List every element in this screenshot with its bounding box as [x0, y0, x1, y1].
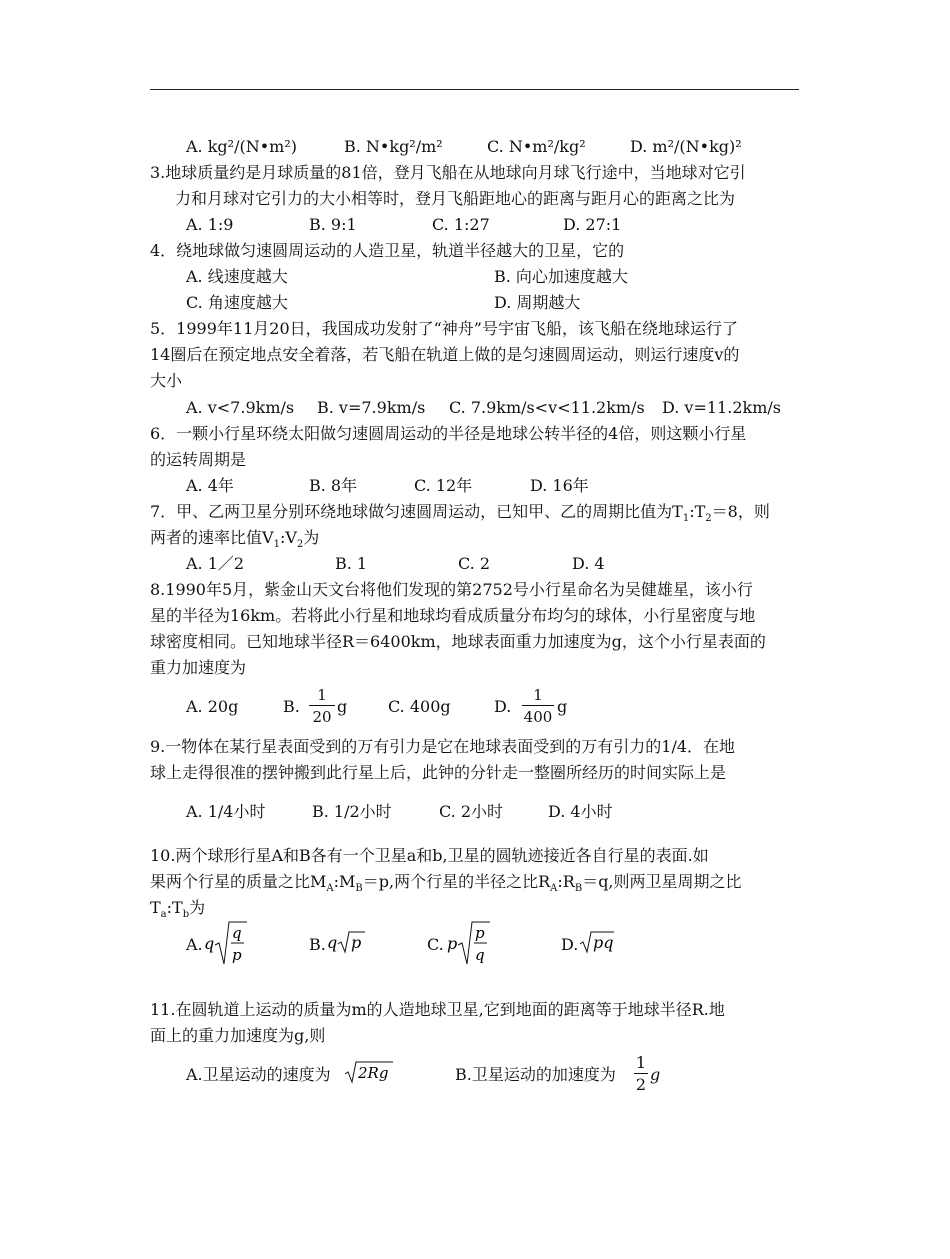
svg-text:q: q — [204, 934, 215, 953]
svg-text:p: p — [232, 946, 242, 964]
q8-option-a: A. 20g — [186, 697, 239, 716]
svg-text:2Rg: 2Rg — [358, 1064, 389, 1082]
q6-option-d: D. 16年 — [530, 476, 589, 495]
q2-option-b: B. N•kg²/m² — [344, 137, 443, 156]
q10-option-d-label: D. — [561, 935, 579, 954]
q2-option-a: A. kg²/(N•m²) — [186, 137, 297, 156]
q7-option-b: B. 1 — [335, 554, 368, 573]
q4-option-b: B. 向心加速度越大 — [494, 267, 628, 286]
q6-line-1: 6．一颗小行星环绕太阳做匀速圆周运动的半径是地球公转半径的4倍，则这颗小行星 — [150, 424, 747, 443]
q8-option-d-label: D. — [494, 697, 512, 716]
q2-option-d: D. m²/(N•kg)² — [630, 137, 742, 156]
q2-option-c: C. N•m²/kg² — [487, 137, 586, 156]
q6-option-b: B. 8年 — [309, 476, 358, 495]
q7-line-1: 7．甲、乙两卫星分别环绕地球做匀速圆周运动，已知甲、乙的周期比值为$T_1:T_2=8$，则 — [150, 502, 770, 525]
q4-option-d: D. 周期越大 — [494, 293, 581, 312]
q11-option-a: A.卫星运动的速度为 — [186, 1065, 331, 1084]
q3-line-1: 3.地球质量约是月球质量的81倍，登月飞船在从地球向月球飞行途中，当地球对它引 — [150, 163, 746, 182]
q11-option-a-formula — [345, 1058, 395, 1086]
q10-option-a-label: A. — [186, 935, 203, 954]
q9-option-a: A. 1/4小时 — [186, 802, 266, 821]
q6-option-c: C. 12年 — [414, 476, 473, 495]
q8-line-1: 8.1990年5月，紫金山天文台将他们发现的第2752号小行星命名为吴健雄星，该小行 — [150, 580, 753, 599]
q8-option-b-g: g — [337, 697, 348, 716]
svg-text:q: q — [232, 924, 242, 942]
svg-text:p: p — [447, 934, 458, 953]
q9-option-b: B. 1/2小时 — [312, 802, 392, 821]
q10-line-3: $T_a:T_b$为 — [150, 898, 206, 921]
q10-option-b-formula — [327, 928, 367, 956]
q5-line-3: 大小 — [150, 371, 183, 390]
q10-line-1: 10.两个球形行星A和B各有一个卫星a和b,卫星的圆轨迹接近各自行星的表面.如 — [150, 846, 709, 865]
q7-line-2: 两者的速率比值$V_1:V_2$为 — [150, 528, 320, 551]
q8-option-d-g: g — [557, 697, 568, 716]
q8-line-4: 重力加速度为 — [150, 658, 247, 677]
q8-line-2: 星的半径为16km。若将此小行星和地球均看成质量分布均匀的球体，小行星密度与地 — [150, 606, 756, 625]
q10-option-c-formula — [447, 918, 491, 970]
q3-option-a: A. 1:9 — [186, 215, 234, 234]
q5-line-1: 5．1999年11月20日，我国成功发射了“神舟”号宇宙飞船，该飞船在绕地球运行了 — [150, 319, 738, 338]
q9-line-2: 球上走得很准的摆钟搬到此行星上后，此钟的分针走一整圈所经历的时间实际上是 — [150, 763, 727, 782]
q9-line-1: 9.一物体在某行星表面受到的万有引力是它在地球表面受到的万有引力的1/4．在地 — [150, 737, 736, 756]
q8-option-c: C. 400g — [388, 697, 451, 716]
q9-option-c: C. 2小时 — [439, 802, 504, 821]
q8-option-b-fraction: 1 20 — [309, 686, 335, 726]
q10-option-a-formula — [204, 918, 248, 970]
q5-option-a: A. v<7.9km/s — [186, 398, 295, 417]
svg-text:p: p — [351, 933, 362, 952]
q11-option-b-g: g — [650, 1065, 661, 1084]
q5-option-b: B. v=7.9km/s — [317, 398, 426, 417]
q7-option-c: C. 2 — [458, 554, 491, 573]
header-rule — [150, 89, 799, 90]
svg-text:q: q — [475, 946, 485, 964]
svg-text:q: q — [327, 933, 338, 952]
svg-text:pq: pq — [593, 933, 614, 952]
q6-option-a: A. 4年 — [186, 476, 234, 495]
q4-option-a: A. 线速度越大 — [186, 267, 288, 286]
q3-option-c: C. 1:27 — [432, 215, 490, 234]
q8-option-d-fraction: 1 400 — [523, 686, 553, 726]
svg-text:p: p — [475, 924, 485, 942]
q6-line-2: 的运转周期是 — [150, 450, 247, 469]
q5-option-d: D. v=11.2km/s — [662, 398, 781, 417]
q5-line-2: 14圈后在预定地点安全着落，若飞船在轨道上做的是匀速圆周运动，则运行速度v的 — [150, 345, 740, 364]
q11-line-2: 面上的重力加速度为g,则 — [150, 1026, 326, 1045]
q4-line-1: 4．绕地球做匀速圆周运动的人造卫星，轨道半径越大的卫星，它的 — [150, 241, 625, 260]
q11-option-b-fraction: 1 2 — [635, 1053, 647, 1094]
q5-option-c: C. 7.9km/s<v<11.2km/s — [449, 398, 645, 417]
q9-option-d: D. 4小时 — [548, 802, 613, 821]
q3-option-d: D. 27:1 — [563, 215, 622, 234]
q11-option-b: B.卫星运动的加速度为 — [455, 1065, 616, 1084]
q3-option-b: B. 9:1 — [309, 215, 357, 234]
q8-option-b-label: B. — [283, 697, 300, 716]
q3-line-2: 力和月球对它引力的大小相等时，登月飞船距地心的距离与距月心的距离之比为 — [175, 189, 736, 208]
q8-line-3: 球密度相同。已知地球半径R＝6400km，地球表面重力加速度为g，这个小行星表面的 — [150, 632, 766, 651]
q4-option-c: C. 角速度越大 — [186, 293, 288, 312]
q7-option-a: A. 1／2 — [186, 554, 245, 573]
q10-option-c-label: C. — [427, 935, 444, 954]
q10-line-2: 果两个行星的质量之比$M_A:M_B=p$,两个行星的半径之比$R_A:R_B=q$,则两卫星周期之比 — [150, 872, 742, 895]
q7-option-d: D. 4 — [572, 554, 605, 573]
q10-option-d-formula — [580, 928, 616, 956]
q10-option-b-label: B. — [309, 935, 326, 954]
q11-line-1: 11.在圆轨道上运动的质量为m的人造地球卫星,它到地面的距离等于地球半径R.地 — [150, 1000, 725, 1019]
